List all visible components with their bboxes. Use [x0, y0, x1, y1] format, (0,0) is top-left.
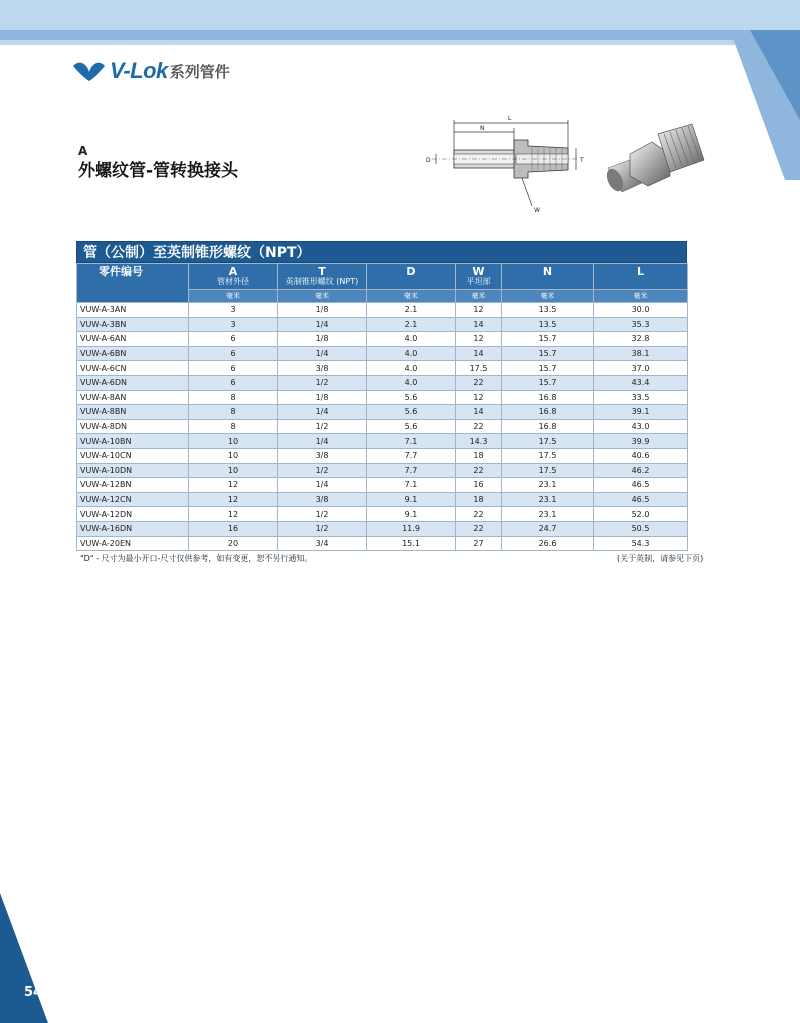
table-cell: 16.8	[502, 405, 594, 420]
table-cell: 10	[189, 448, 278, 463]
table-row	[77, 521, 688, 536]
leaf-icon	[72, 60, 106, 82]
table-cell: 35.3	[594, 317, 688, 332]
table-row	[77, 390, 688, 405]
table-cell: 16	[189, 521, 278, 536]
table-cell: 13.5	[502, 303, 594, 318]
part-number-cell: VUW-A-10CN	[77, 448, 189, 463]
part-number-cell: VUW-A-20EN	[77, 536, 189, 551]
table-cell: 1/8	[278, 332, 367, 347]
part-number-cell: VUW-A-8AN	[77, 390, 189, 405]
page-number: 54	[24, 985, 43, 1000]
table-cell: 43.4	[594, 375, 688, 390]
top-band-stripe	[0, 30, 760, 40]
table-cell: 22	[456, 463, 502, 478]
table-cell: 8	[189, 405, 278, 420]
product-photo	[600, 120, 710, 210]
col-header-w: W 平坦部	[456, 264, 502, 290]
table-cell: 32.8	[594, 332, 688, 347]
part-number-cell: VUW-A-6BN	[77, 346, 189, 361]
part-number-cell: VUW-A-3BN	[77, 317, 189, 332]
part-number-cell: VUW-A-6DN	[77, 375, 189, 390]
table-row	[77, 434, 688, 449]
col-header-d: D	[367, 264, 456, 290]
table-cell: 7.1	[367, 434, 456, 449]
table-cell: 4.0	[367, 375, 456, 390]
table-cell: 3/8	[278, 448, 367, 463]
table-row	[77, 332, 688, 347]
table-cell: 3	[189, 317, 278, 332]
table-heading: 管（公制）至英制锥形螺纹（NPT）	[76, 241, 687, 263]
table-row	[77, 478, 688, 493]
table-row	[77, 492, 688, 507]
table-cell: 4.0	[367, 332, 456, 347]
col-header-l: L	[594, 264, 688, 290]
part-number-cell: VUW-A-8DN	[77, 419, 189, 434]
col-header-a: A 管材外径	[189, 264, 278, 290]
table-cell: 1/2	[278, 419, 367, 434]
table-cell: 24.7	[502, 521, 594, 536]
col-header-t: T 英制锥形螺纹 (NPT)	[278, 264, 367, 290]
table-cell: 3/8	[278, 361, 367, 376]
part-number-cell: VUW-A-8BN	[77, 405, 189, 420]
dim-label-d: D	[426, 157, 431, 164]
table-cell: 10	[189, 434, 278, 449]
table-row	[77, 419, 688, 434]
dim-label-t: T	[580, 157, 584, 164]
table-cell: 4.0	[367, 361, 456, 376]
dim-label-w: W	[534, 207, 540, 214]
table-cell: 52.0	[594, 507, 688, 522]
table-cell: 38.1	[594, 346, 688, 361]
table-cell: 9.1	[367, 492, 456, 507]
table-cell: 2.1	[367, 317, 456, 332]
part-number-cell: VUW-A-12DN	[77, 507, 189, 522]
table-cell: 7.1	[367, 478, 456, 493]
table-cell: 20	[189, 536, 278, 551]
table-cell: 14.3	[456, 434, 502, 449]
table-cell: 12	[456, 390, 502, 405]
col-header-partno: 零件编号	[77, 264, 189, 303]
table-row	[77, 448, 688, 463]
spec-table	[76, 263, 688, 551]
table-cell: 30.0	[594, 303, 688, 318]
table-cell: 3/8	[278, 492, 367, 507]
table-cell: 1/4	[278, 317, 367, 332]
table-cell: 13.5	[502, 317, 594, 332]
table-row	[77, 375, 688, 390]
table-cell: 40.6	[594, 448, 688, 463]
table-row	[77, 507, 688, 522]
table-row	[77, 463, 688, 478]
footnote-reference: (关于英制，请参见下页)	[617, 554, 704, 563]
table-row	[77, 346, 688, 361]
table-cell: 1/4	[278, 346, 367, 361]
footnote: "D" - 尺寸为最小开口-尺寸仅供参考，如有变更，恕不另行通知。	[80, 554, 313, 563]
page-title: 外螺纹管-管转换接头	[78, 161, 239, 181]
table-cell: 23.1	[502, 492, 594, 507]
part-number-cell: VUW-A-3AN	[77, 303, 189, 318]
table-cell: 5.6	[367, 390, 456, 405]
table-cell: 18	[456, 492, 502, 507]
table-row	[77, 405, 688, 420]
table-cell: 12	[189, 507, 278, 522]
table-cell: 14	[456, 346, 502, 361]
table-cell: 43.0	[594, 419, 688, 434]
table-cell: 27	[456, 536, 502, 551]
table-cell: 10	[189, 463, 278, 478]
table-cell: 33.5	[594, 390, 688, 405]
technical-drawing	[418, 110, 598, 220]
table-cell: 17.5	[502, 463, 594, 478]
table-cell: 17.5	[502, 434, 594, 449]
unit-label: 毫米	[189, 290, 278, 303]
table-cell: 16.8	[502, 419, 594, 434]
unit-label: 毫米	[367, 290, 456, 303]
table-cell: 22	[456, 419, 502, 434]
table-cell: 7.7	[367, 448, 456, 463]
table-cell: 12	[189, 492, 278, 507]
table-cell: 9.1	[367, 507, 456, 522]
table-cell: 6	[189, 375, 278, 390]
table-cell: 6	[189, 346, 278, 361]
dimension-table	[76, 241, 687, 551]
table-cell: 8	[189, 390, 278, 405]
table-cell: 39.1	[594, 405, 688, 420]
table-cell: 37.0	[594, 361, 688, 376]
table-cell: 4.0	[367, 346, 456, 361]
part-number-cell: VUW-A-16DN	[77, 521, 189, 536]
table-cell: 1/4	[278, 478, 367, 493]
table-cell: 46.5	[594, 478, 688, 493]
part-number-cell: VUW-A-10BN	[77, 434, 189, 449]
dim-label-l: L	[508, 115, 512, 122]
table-row	[77, 317, 688, 332]
table-header-row	[77, 264, 688, 290]
table-cell: 1/2	[278, 507, 367, 522]
table-cell: 1/2	[278, 375, 367, 390]
table-cell: 15.7	[502, 346, 594, 361]
unit-label: 毫米	[278, 290, 367, 303]
table-cell: 17.5	[456, 361, 502, 376]
part-number-cell: VUW-A-6AN	[77, 332, 189, 347]
unit-label: 毫米	[456, 290, 502, 303]
table-cell: 16	[456, 478, 502, 493]
table-cell: 12	[456, 303, 502, 318]
table-row	[77, 303, 688, 318]
table-cell: 12	[189, 478, 278, 493]
table-cell: 7.7	[367, 463, 456, 478]
part-number-cell: VUW-A-12CN	[77, 492, 189, 507]
table-row	[77, 536, 688, 551]
table-cell: 15.7	[502, 375, 594, 390]
brand-logo	[72, 58, 230, 84]
part-number-cell: VUW-A-6CN	[77, 361, 189, 376]
table-cell: 1/2	[278, 463, 367, 478]
table-cell: 17.5	[502, 448, 594, 463]
table-cell: 46.2	[594, 463, 688, 478]
table-cell: 6	[189, 361, 278, 376]
table-cell: 11.9	[367, 521, 456, 536]
table-cell: 26.6	[502, 536, 594, 551]
table-cell: 23.1	[502, 507, 594, 522]
table-cell: 6	[189, 332, 278, 347]
logo-series-text: 系列管件	[169, 62, 230, 81]
unit-label: 毫米	[502, 290, 594, 303]
col-header-n: N	[502, 264, 594, 290]
table-cell: 16.8	[502, 390, 594, 405]
part-number-cell: VUW-A-10DN	[77, 463, 189, 478]
table-cell: 12	[456, 332, 502, 347]
top-right-corner-decoration	[710, 0, 800, 180]
unit-label: 毫米	[594, 290, 688, 303]
table-cell: 3/4	[278, 536, 367, 551]
table-cell: 15.7	[502, 361, 594, 376]
table-cell: 46.5	[594, 492, 688, 507]
table-cell: 22	[456, 507, 502, 522]
table-cell: 15.7	[502, 332, 594, 347]
table-cell: 1/4	[278, 405, 367, 420]
table-cell: 15.1	[367, 536, 456, 551]
table-cell: 14	[456, 317, 502, 332]
table-cell: 22	[456, 375, 502, 390]
table-cell: 50.5	[594, 521, 688, 536]
table-cell: 3	[189, 303, 278, 318]
bottom-left-corner-decoration	[0, 893, 60, 1023]
table-cell: 1/8	[278, 390, 367, 405]
table-row	[77, 361, 688, 376]
table-cell: 22	[456, 521, 502, 536]
table-cell: 39.9	[594, 434, 688, 449]
table-cell: 5.6	[367, 419, 456, 434]
table-cell: 54.3	[594, 536, 688, 551]
part-number-cell: VUW-A-12BN	[77, 478, 189, 493]
logo-text: V-Lok	[110, 58, 168, 83]
table-cell: 18	[456, 448, 502, 463]
table-cell: 14	[456, 405, 502, 420]
table-cell: 1/2	[278, 521, 367, 536]
table-cell: 2.1	[367, 303, 456, 318]
table-cell: 8	[189, 419, 278, 434]
product-code: A	[78, 144, 88, 158]
dim-label-n: N	[480, 125, 485, 132]
table-cell: 5.6	[367, 405, 456, 420]
table-cell: 23.1	[502, 478, 594, 493]
table-cell: 1/8	[278, 303, 367, 318]
table-cell: 1/4	[278, 434, 367, 449]
